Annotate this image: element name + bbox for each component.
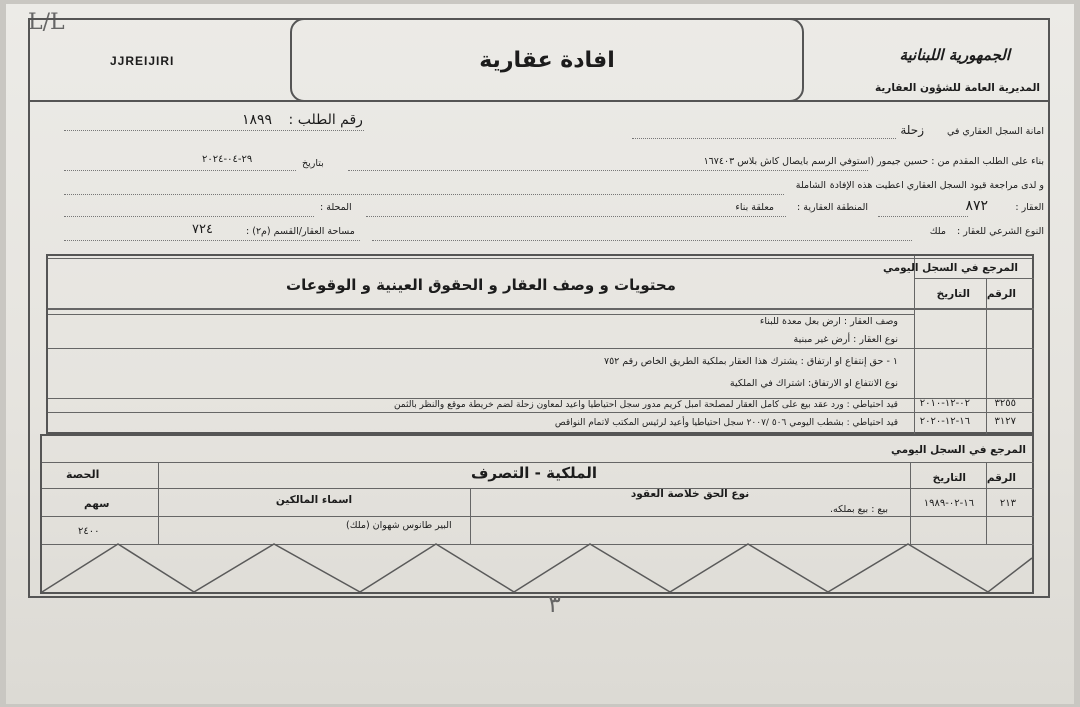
header-divider [30,100,1048,102]
page-mark: ٣ [548,590,561,618]
document-page [6,4,1074,704]
section2-col-date: التاريخ [932,472,966,484]
dotline [64,240,360,241]
row-divider [48,412,1034,413]
property-label: العقار : [1015,202,1044,213]
cancellation-zigzag [42,518,1032,594]
column-divider [986,278,987,434]
section2-ref-header: المرجع في السجل اليومي [890,444,1026,456]
zone-value: معلقة بناء [735,202,774,213]
request-number [242,112,363,128]
col-right-type: نوع الحق خلاصة العقود [630,488,750,500]
surface-value: ٧٢٤ [192,222,213,237]
registry-value: زحلة [900,123,924,137]
republic-name: الجمهورية اللبنانية [899,46,1010,64]
dotline [878,216,968,217]
logo-text: JJREIJIRI [110,54,175,68]
dotline [632,138,896,139]
dotline [64,194,784,195]
description-line-1: وصف العقار : ارض بعل معدة للبناء [759,316,898,327]
servitude-line-1: ١ - حق إنتفاع او ارتفاق : يشترك هذا العقار بملكية الطريق الخاص رقم ٧٥٢ [603,356,898,367]
row-divider [42,462,1034,463]
row-divider [42,516,1034,517]
row-divider [48,258,1032,259]
owner-right-text: بيع : بيع بملكه. [829,504,888,515]
section1-ref-header: المرجع في السجل اليومي [882,262,1018,274]
col-share: الحصة [66,468,100,481]
col-owners: اسماء المالكين [275,494,353,506]
column-divider [914,256,915,434]
dotline [366,216,786,217]
request-number-label: رقم الطلب : [288,112,363,128]
row-divider [48,314,914,315]
review-line: و لدى مراجعة قيود السجل العقاري اعطيت هذه الإفادة [829,180,1044,191]
area-label: المحلة : [320,202,352,213]
applicant-line: بناء على الطلب المقدم من : حسين جيمور (استوفي الرسم بايصال كاش بلاس ١٦٧٤٠٣ [703,156,1044,167]
owner-entry-number: ٢١٣ [999,498,1016,509]
section1-col-date: التاريخ [936,288,970,300]
dotline [64,170,296,171]
entry-number: ٣٢٥٥ [994,398,1016,409]
legal-type-label: النوع الشرعي للعقار : [957,226,1044,237]
owner-name: البير طانوس شهوان (ملك) [346,520,452,531]
section1-col-number: الرقم [986,288,1016,300]
entry-date: ١٦-١٢-٢٠٢٠ [919,416,970,427]
date-value: ٢٩-٠٤-٢٠٢٤ [202,154,253,165]
dotline [348,170,868,171]
corner-mark: L/L [28,10,65,35]
col-shares-unit: سهم [84,498,110,510]
owner-entry-date: ١٦-٠٢-١٩٨٩ [923,498,974,509]
row-divider [48,348,1034,349]
dotline [64,216,314,217]
doc-title: افادة عقارية [479,48,615,73]
section1-title: محتويات و وصف العقار و الحقوق العينية و الوقوعات [286,276,676,294]
entry-text: قيد احتياطي : بشطب اليومي ٥٠٦ /٢٠٠٧ سجل احتياطيا وأعيد لرئيس المكتب لاتمام النواقص [554,418,898,428]
description-line-2: نوع العقار : أرض غير مبنية [793,334,898,345]
section2-col-number: الرقم [986,472,1016,484]
entry-text: قيد احتياطي : ورد عقد بيع على كامل العقار لمصلحة امبل كريم مدور سجل احتياطيا واعيد لمعاون زحلة لضم خريطة موقع والنظر بالثمن [393,400,898,410]
surface-label: مساحة العقار/القسم (م٢) : [246,226,355,237]
request-number-value: ١٨٩٩ [242,112,273,128]
row-divider [48,308,1034,310]
entry-date: ٠٢-١٢-٢٠١٠ [919,398,970,409]
property-value: ٨٧٢ [965,198,988,214]
servitude-line-2: نوع الانتفاع او الارتفاق: اشتراك في الملكية [729,378,898,389]
review-value: الشاملة [795,180,826,191]
dotline [372,240,912,241]
directorate-name: المديرية العامة للشؤون العقارية [875,82,1040,94]
entry-number: ٣١٢٧ [994,416,1016,427]
registry-label: امانة السجل العقاري في [946,126,1044,137]
dotline [64,130,364,131]
row-divider [48,398,1034,399]
section2-title: الملكية - التصرف [471,464,597,482]
date-label: بتاريخ [302,158,324,169]
row-divider [914,278,1034,279]
zone-label: المنطقة العقارية : [797,202,868,213]
legal-type-value: ملك [929,226,946,237]
owner-shares: ٢٤٠٠ [78,526,100,537]
